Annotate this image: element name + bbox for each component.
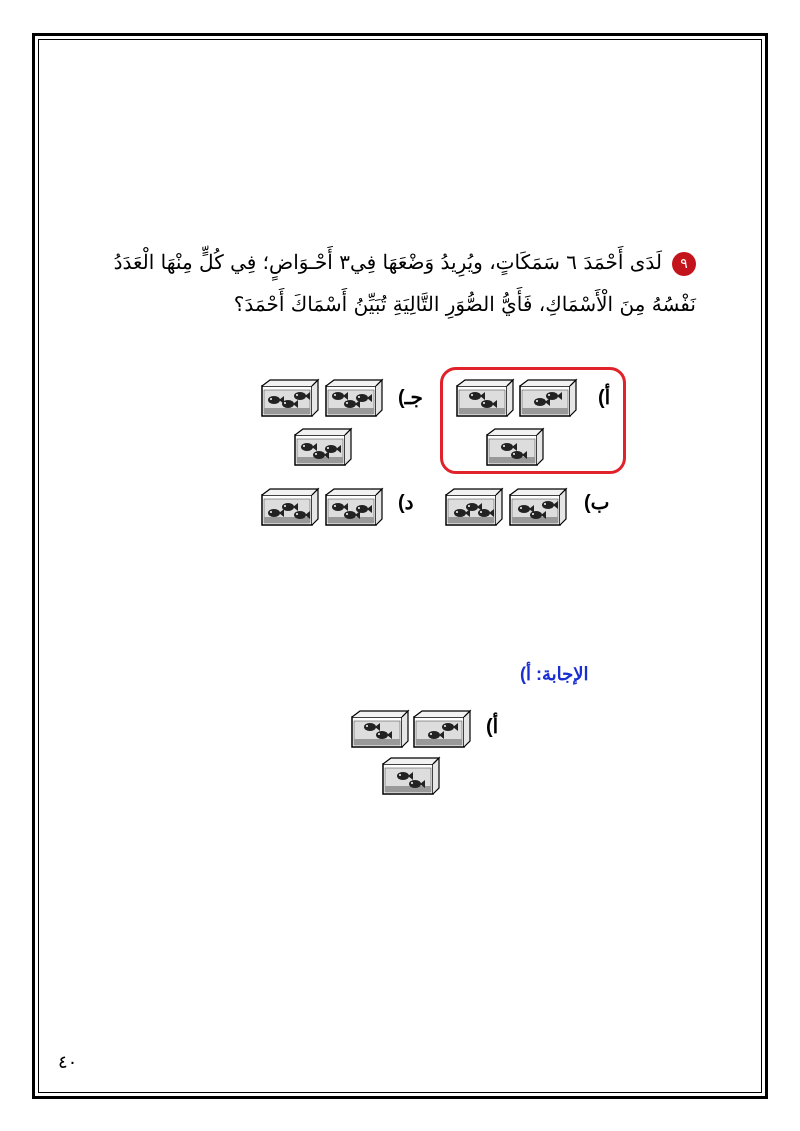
option-c-label: جـ) <box>398 387 423 409</box>
question-text-1: لَدَى أَحْمَدَ ٦ سَمَكَاتٍ، ويُرِيدُ وَضْعَهَا فِي٣ أَحْـوَاضٍ؛ فِي كُلٍّ مِنْهَا الْعَدَدُ <box>113 250 662 274</box>
question-number-badge: ٩ <box>672 252 696 276</box>
answer-highlight-box <box>440 367 626 474</box>
answer-option-label: أ) <box>486 716 499 738</box>
option-d-label: د) <box>398 492 414 514</box>
tank-b2 <box>444 487 504 527</box>
answer-text: الإجابة: أ) <box>520 664 589 684</box>
page-border-inner <box>38 39 762 1093</box>
tank-c1 <box>324 378 384 418</box>
answer-tank-2 <box>350 709 410 749</box>
tank-d1 <box>324 487 384 527</box>
question-line-1 <box>114 250 696 276</box>
answer-tank-1 <box>412 709 472 749</box>
option-b-label: ب) <box>584 492 610 514</box>
tank-b1 <box>508 487 568 527</box>
tank-c2 <box>260 378 320 418</box>
page-number: ٤٠ <box>58 1052 78 1073</box>
tank-c3 <box>293 427 353 467</box>
question-line-2: نَفْسُهُ مِنَ الْأَسْمَاكِ، فَأَيُّ الصُّوَرِ التَّالِيَةِ تُبَيِّنُ أَسْمَاكَ أَحْمَدَ؟ <box>233 292 696 316</box>
option-a-label: أ) <box>598 387 611 409</box>
answer-tank-3 <box>381 756 441 796</box>
tank-d2 <box>260 487 320 527</box>
